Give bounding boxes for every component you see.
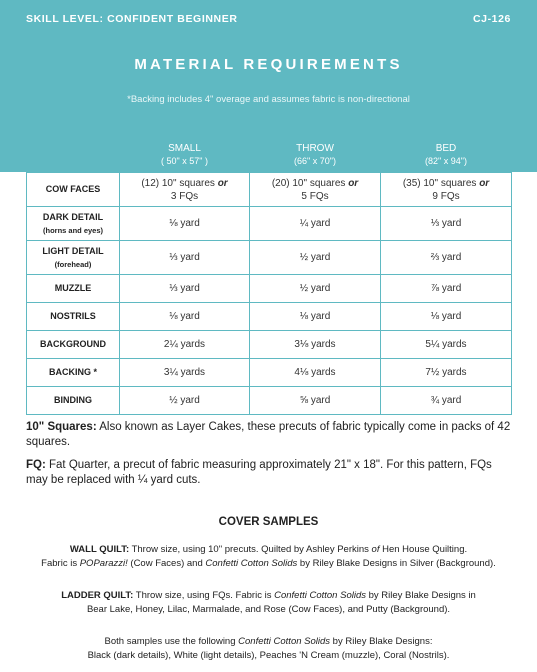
row-label-cell [27, 207, 120, 241]
cover-text: Both samples use the following [104, 636, 239, 647]
row-label: MUZZLE [27, 275, 120, 303]
cover-term: LADDER QUILT: [61, 590, 134, 601]
cover-text: Throw size, using FQs. Fabric is [133, 590, 275, 601]
cover-term: WALL QUILT: [69, 544, 130, 555]
table-cell: ⅔ yard [381, 241, 512, 275]
table-row [27, 303, 512, 331]
cover-text: of [371, 544, 380, 555]
cover-fabric: POParazzi! [79, 558, 128, 569]
definition-term: 10" Squares: [26, 421, 97, 433]
row-label: BACKING * [27, 359, 120, 387]
column-name: BED [435, 142, 457, 154]
row-label: DARK DETAIL [42, 211, 104, 222]
table-cell: ½ yard [250, 241, 381, 275]
cover-fabric: Confetti Cotton Solids [205, 558, 298, 569]
column-header-small [120, 137, 250, 173]
table-cell [250, 173, 381, 207]
page-title: MATERIAL REQUIREMENTS [134, 56, 403, 73]
table-cell: ⅝ yard [250, 387, 381, 415]
table-row [27, 387, 512, 415]
cell-or: or [479, 177, 490, 189]
table-cell: ⅞ yard [381, 275, 512, 303]
row-label: LIGHT DETAIL [42, 245, 104, 256]
cover-samples-title: COVER SAMPLES [218, 516, 319, 528]
cover-text: Black (dark details), White (light details), Peaches 'N Cream (muzzle), Coral (Nostrils). [87, 650, 450, 661]
column-header-throw [250, 137, 381, 173]
table-cell: 4⅛ yards [250, 359, 381, 387]
ladder-quilt-note [0, 589, 537, 617]
table-cell: 7½ yards [381, 359, 512, 387]
cell-text: 3 FQs [170, 190, 199, 202]
table-cell: ⅓ yard [120, 275, 250, 303]
column-size: (66" x 70") [294, 155, 336, 166]
table-cell: 5¼ yards [381, 331, 512, 359]
table-cell: ⅛ yard [250, 303, 381, 331]
column-name: THROW [296, 142, 334, 154]
column-size: ( 50" x 57" ) [161, 155, 208, 166]
row-sublabel: (horns and eyes) [42, 225, 103, 235]
table-row [27, 173, 512, 207]
table-row [27, 275, 512, 303]
pattern-code: CJ-126 [472, 13, 511, 25]
definition-term: FQ: [26, 459, 46, 471]
table-row [27, 359, 512, 387]
table-corner [27, 137, 120, 173]
row-label-cell [27, 241, 120, 275]
table-cell: ⅓ yard [120, 241, 250, 275]
table-cell: ⅛ yard [381, 303, 512, 331]
squares-definition [26, 420, 513, 450]
cell-text: (12) 10" squares [141, 177, 215, 189]
table-cell: 3⅛ yards [250, 331, 381, 359]
cell-text: 9 FQs [432, 190, 460, 202]
cover-text: Fabric is [41, 558, 80, 569]
column-size: (82" x 94") [425, 155, 467, 166]
cover-text: Throw size, using 10" precuts. Quilted by Ashley Perkins [129, 544, 372, 555]
skill-level: SKILL LEVEL: CONFIDENT BEGINNER [26, 13, 238, 25]
table-cell [120, 173, 250, 207]
column-name: SMALL [168, 142, 201, 154]
cell-text: (35) 10" squares [402, 177, 477, 189]
table-cell: ¼ yard [250, 207, 381, 241]
table-row [27, 331, 512, 359]
cover-text: by Riley Blake Designs: [330, 636, 433, 647]
table-cell [381, 173, 512, 207]
table-cell: ½ yard [120, 387, 250, 415]
cell-text: 5 FQs [301, 190, 329, 202]
table-cell: ½ yard [250, 275, 381, 303]
cell-or: or [348, 177, 359, 189]
table-cell: ⅛ yard [120, 207, 250, 241]
table-cell: ⅛ yard [120, 303, 250, 331]
table-cell: 2¼ yards [120, 331, 250, 359]
wall-quilt-note [0, 543, 537, 571]
cover-fabric: Confetti Cotton Solids [238, 636, 331, 647]
row-label: COW FACES [27, 173, 120, 207]
table-cell: ¾ yard [381, 387, 512, 415]
row-label: BACKGROUND [27, 331, 120, 359]
cell-text: (20) 10" squares [271, 177, 346, 189]
fq-definition [26, 458, 513, 488]
both-samples-note [0, 635, 537, 663]
table-cell: ⅓ yard [381, 207, 512, 241]
cover-text: by Riley Blake Designs in [365, 590, 476, 601]
table-row [27, 241, 512, 275]
row-label: NOSTRILS [27, 303, 120, 331]
table-row [27, 207, 512, 241]
table-cell: 3¼ yards [120, 359, 250, 387]
definition-text: Also known as Layer Cakes, these precuts of fabric typically come in packs of 42 squares. [26, 421, 511, 448]
column-header-bed [381, 137, 512, 173]
row-label: BINDING [27, 387, 120, 415]
definition-text: Fat Quarter, a precut of fabric measuring approximately 21" x 18". For this pattern, FQs may be replaced with ¼ yard cuts. [26, 459, 492, 486]
row-sublabel: (forehead) [54, 259, 92, 269]
cover-fabric: Confetti Cotton Solids [274, 590, 366, 601]
cover-text: Bear Lake, Honey, Lilac, Marmalade, and Rose (Cow Faces), and Putty (Background). [86, 604, 451, 615]
cover-text: by Riley Blake Designs in Silver (Background). [297, 558, 496, 569]
backing-note: *Backing includes 4" overage and assumes fabric is non-directional [127, 94, 410, 105]
cover-text: (Cow Faces) and [127, 558, 206, 569]
material-table [26, 136, 512, 415]
cover-text: Hen House Quilting. [379, 544, 468, 555]
cell-or: or [217, 177, 228, 189]
